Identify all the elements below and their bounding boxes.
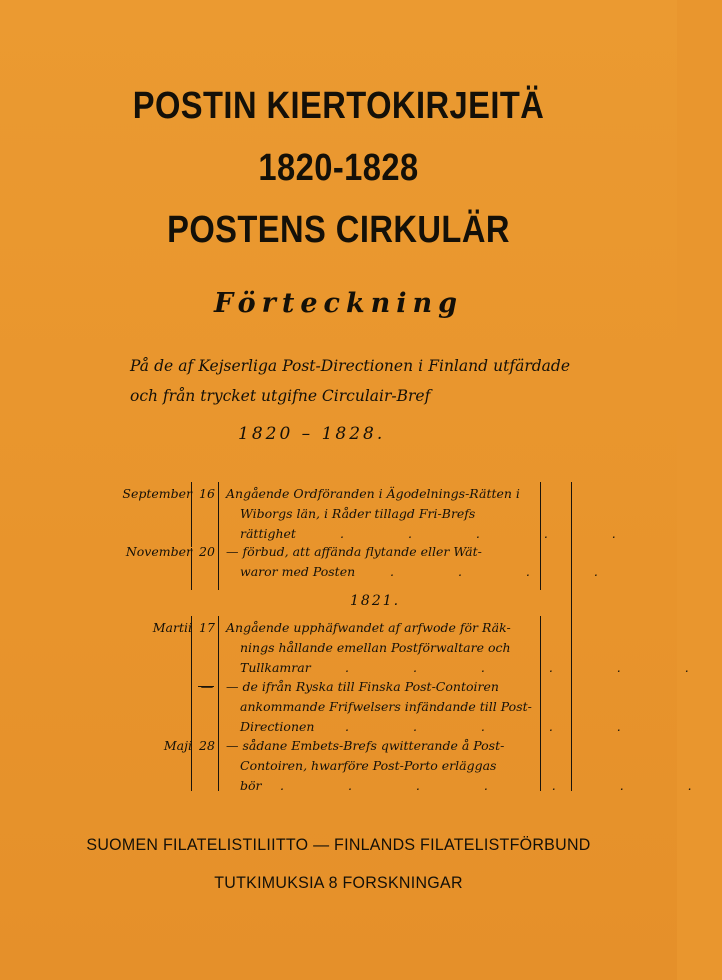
entry-text: Contoiren, hwarföre Post-Porto erläggas <box>240 758 497 773</box>
register-rule <box>218 616 219 791</box>
leader-dots: . . . . . . <box>345 660 719 675</box>
entry-text: — de ifrån Ryska till Finska Post-Contoiren <box>226 679 499 694</box>
entry-text: Angående Ordföranden i Ägodelnings-Rätten i <box>226 486 520 501</box>
entry-text: waror med Posten <box>240 564 356 579</box>
leader-dots: . . . . . <box>345 719 651 734</box>
leader-dots: . . . . <box>390 564 628 579</box>
entry-text: nings hållande emellan Postförwaltare och <box>240 640 511 655</box>
entry-month: September <box>122 486 192 501</box>
leader-dots: . . . . . . . <box>280 778 722 793</box>
register-rule <box>571 616 572 791</box>
publisher-line: SUOMEN FILATELISTILIITTO — FINLANDS FILATELISTFÖRBUND <box>86 835 591 854</box>
facsimile-heading: Förteckning <box>213 288 464 319</box>
register-rule <box>191 616 192 791</box>
entry-day: 16 <box>199 486 215 501</box>
entry-text: Directionen <box>240 719 315 734</box>
entry-day: 20 <box>199 544 215 559</box>
entry-text: ankommande Frifwelsers infändande till Post- <box>240 699 532 714</box>
series-line: TUTKIMUKSIA 8 FORSKNINGAR <box>214 873 463 892</box>
title-line-3: POSTENS CIRKULÄR <box>167 209 510 251</box>
entry-text: Angående upphäfwandet af arfwode för Räk- <box>226 620 511 635</box>
entry-text: rättighet <box>240 526 296 541</box>
title-line-1: POSTIN KIERTOKIRJEITÄ <box>132 85 545 127</box>
entry-text: bör <box>240 778 262 793</box>
entry-day: — <box>200 679 214 694</box>
entry-text: — förbud, att affända flytande eller Wät- <box>226 544 482 559</box>
entry-month: Martii <box>152 620 192 635</box>
entry-month: November <box>125 544 192 559</box>
register-table <box>100 482 722 793</box>
entry-day: 28 <box>199 738 215 753</box>
entry-month: Maji <box>163 738 192 753</box>
entry-text: Wiborgs län, i Råder tillagd Fri-Brefs <box>240 506 476 521</box>
title-line-2: 1820-1828 <box>258 147 419 189</box>
entry-day: 17 <box>199 620 215 635</box>
register-year: 1821. <box>350 593 401 609</box>
entry-text: — sådane Embets-Brefs qwitterande å Post- <box>226 738 505 753</box>
facsimile-years: 1820 – 1828. <box>238 424 386 444</box>
entry-text: Tullkamrar <box>240 660 311 675</box>
leader-dots: . . . . . <box>340 526 646 541</box>
facsimile-subtitle: På de af Kejserliga Post-Directionen i Finland utfärdade och från trycket utgifne Circulair-Bref <box>130 357 570 405</box>
register-rule <box>571 482 572 617</box>
